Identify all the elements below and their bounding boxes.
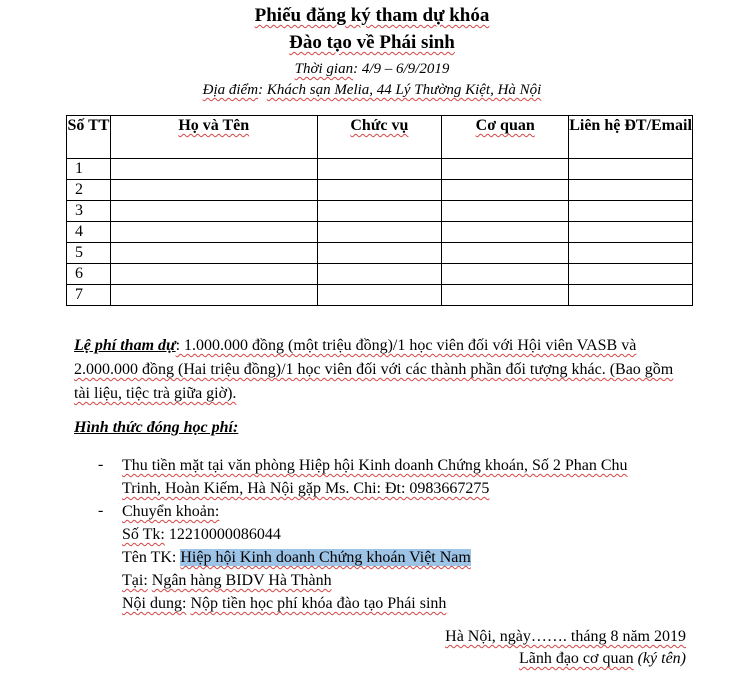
header-no: Số TT <box>67 116 111 159</box>
event-venue: Địa điểm: Khách sạn Melia, 44 Lý Thường Kiệt, Hà Nội <box>202 82 542 98</box>
fee-paragraph: Lệ phí tham dự: 1.000.000 đồng (một triệu đồng)/1 học viên đối với Hội viên VASB và 2.000.000 đồng (Hai triệu đồng)/1 học viên đối với các thành phần đối tượng khác. (Bao gồm tài liệu, tiệc trà giữa giờ). <box>74 337 674 402</box>
account-name: Tên TK: Hiệp hội Kinh doanh Chứng khoán Việt Nam <box>122 549 471 566</box>
table-row: 6 <box>67 264 693 285</box>
document-title: Phiếu đăng ký tham dự khóa <box>254 5 490 26</box>
cash-line-1: Thu tiền mặt tại văn phòng Hiệp hội Kinh doanh Chứng khoán, Số 2 Phan Chu <box>122 457 628 474</box>
table-header-row <box>67 116 693 159</box>
header-contact: Liên hệ ĐT/Email <box>569 116 693 159</box>
table-row: 2 <box>67 180 693 201</box>
signature-date: Hà Nội, ngày……. tháng 8 năm 2019 <box>445 628 686 645</box>
registration-table <box>66 115 693 306</box>
header-position: Chức vụ <box>317 116 442 159</box>
bullet-dash: - <box>98 456 104 473</box>
signature-signer: Lãnh đạo cơ quan (ký tên) <box>518 650 686 667</box>
cash-line-2: Trinh, Hoàn Kiếm, Hà Nội gặp Ms. Chi: Đt: 0983667275 <box>122 480 490 497</box>
bank-name: Tại: Ngân hàng BIDV Hà Thành <box>122 572 332 589</box>
header-organization: Cơ quan <box>442 116 569 159</box>
account-number: Số Tk: 12210000086044 <box>122 526 281 543</box>
table-row: 4 <box>67 222 693 243</box>
transfer-content: Nội dung: Nộp tiền học phí khóa đào tạo Phái sinh <box>122 595 447 612</box>
transfer-title: Chuyển khoản: <box>122 503 220 520</box>
document-subtitle: Đào tạo về Phái sinh <box>289 32 455 53</box>
table-row: 7 <box>67 285 693 306</box>
event-time: Thời gian: 4/9 – 6/9/2019 <box>294 61 450 77</box>
table-row: 3 <box>67 201 693 222</box>
table-row: 5 <box>67 243 693 264</box>
payment-heading: Hình thức đóng học phí: <box>74 419 239 436</box>
table-row: 1 <box>67 159 693 180</box>
header-name: Họ và Tên <box>110 116 317 159</box>
bullet-dash: - <box>98 502 104 519</box>
